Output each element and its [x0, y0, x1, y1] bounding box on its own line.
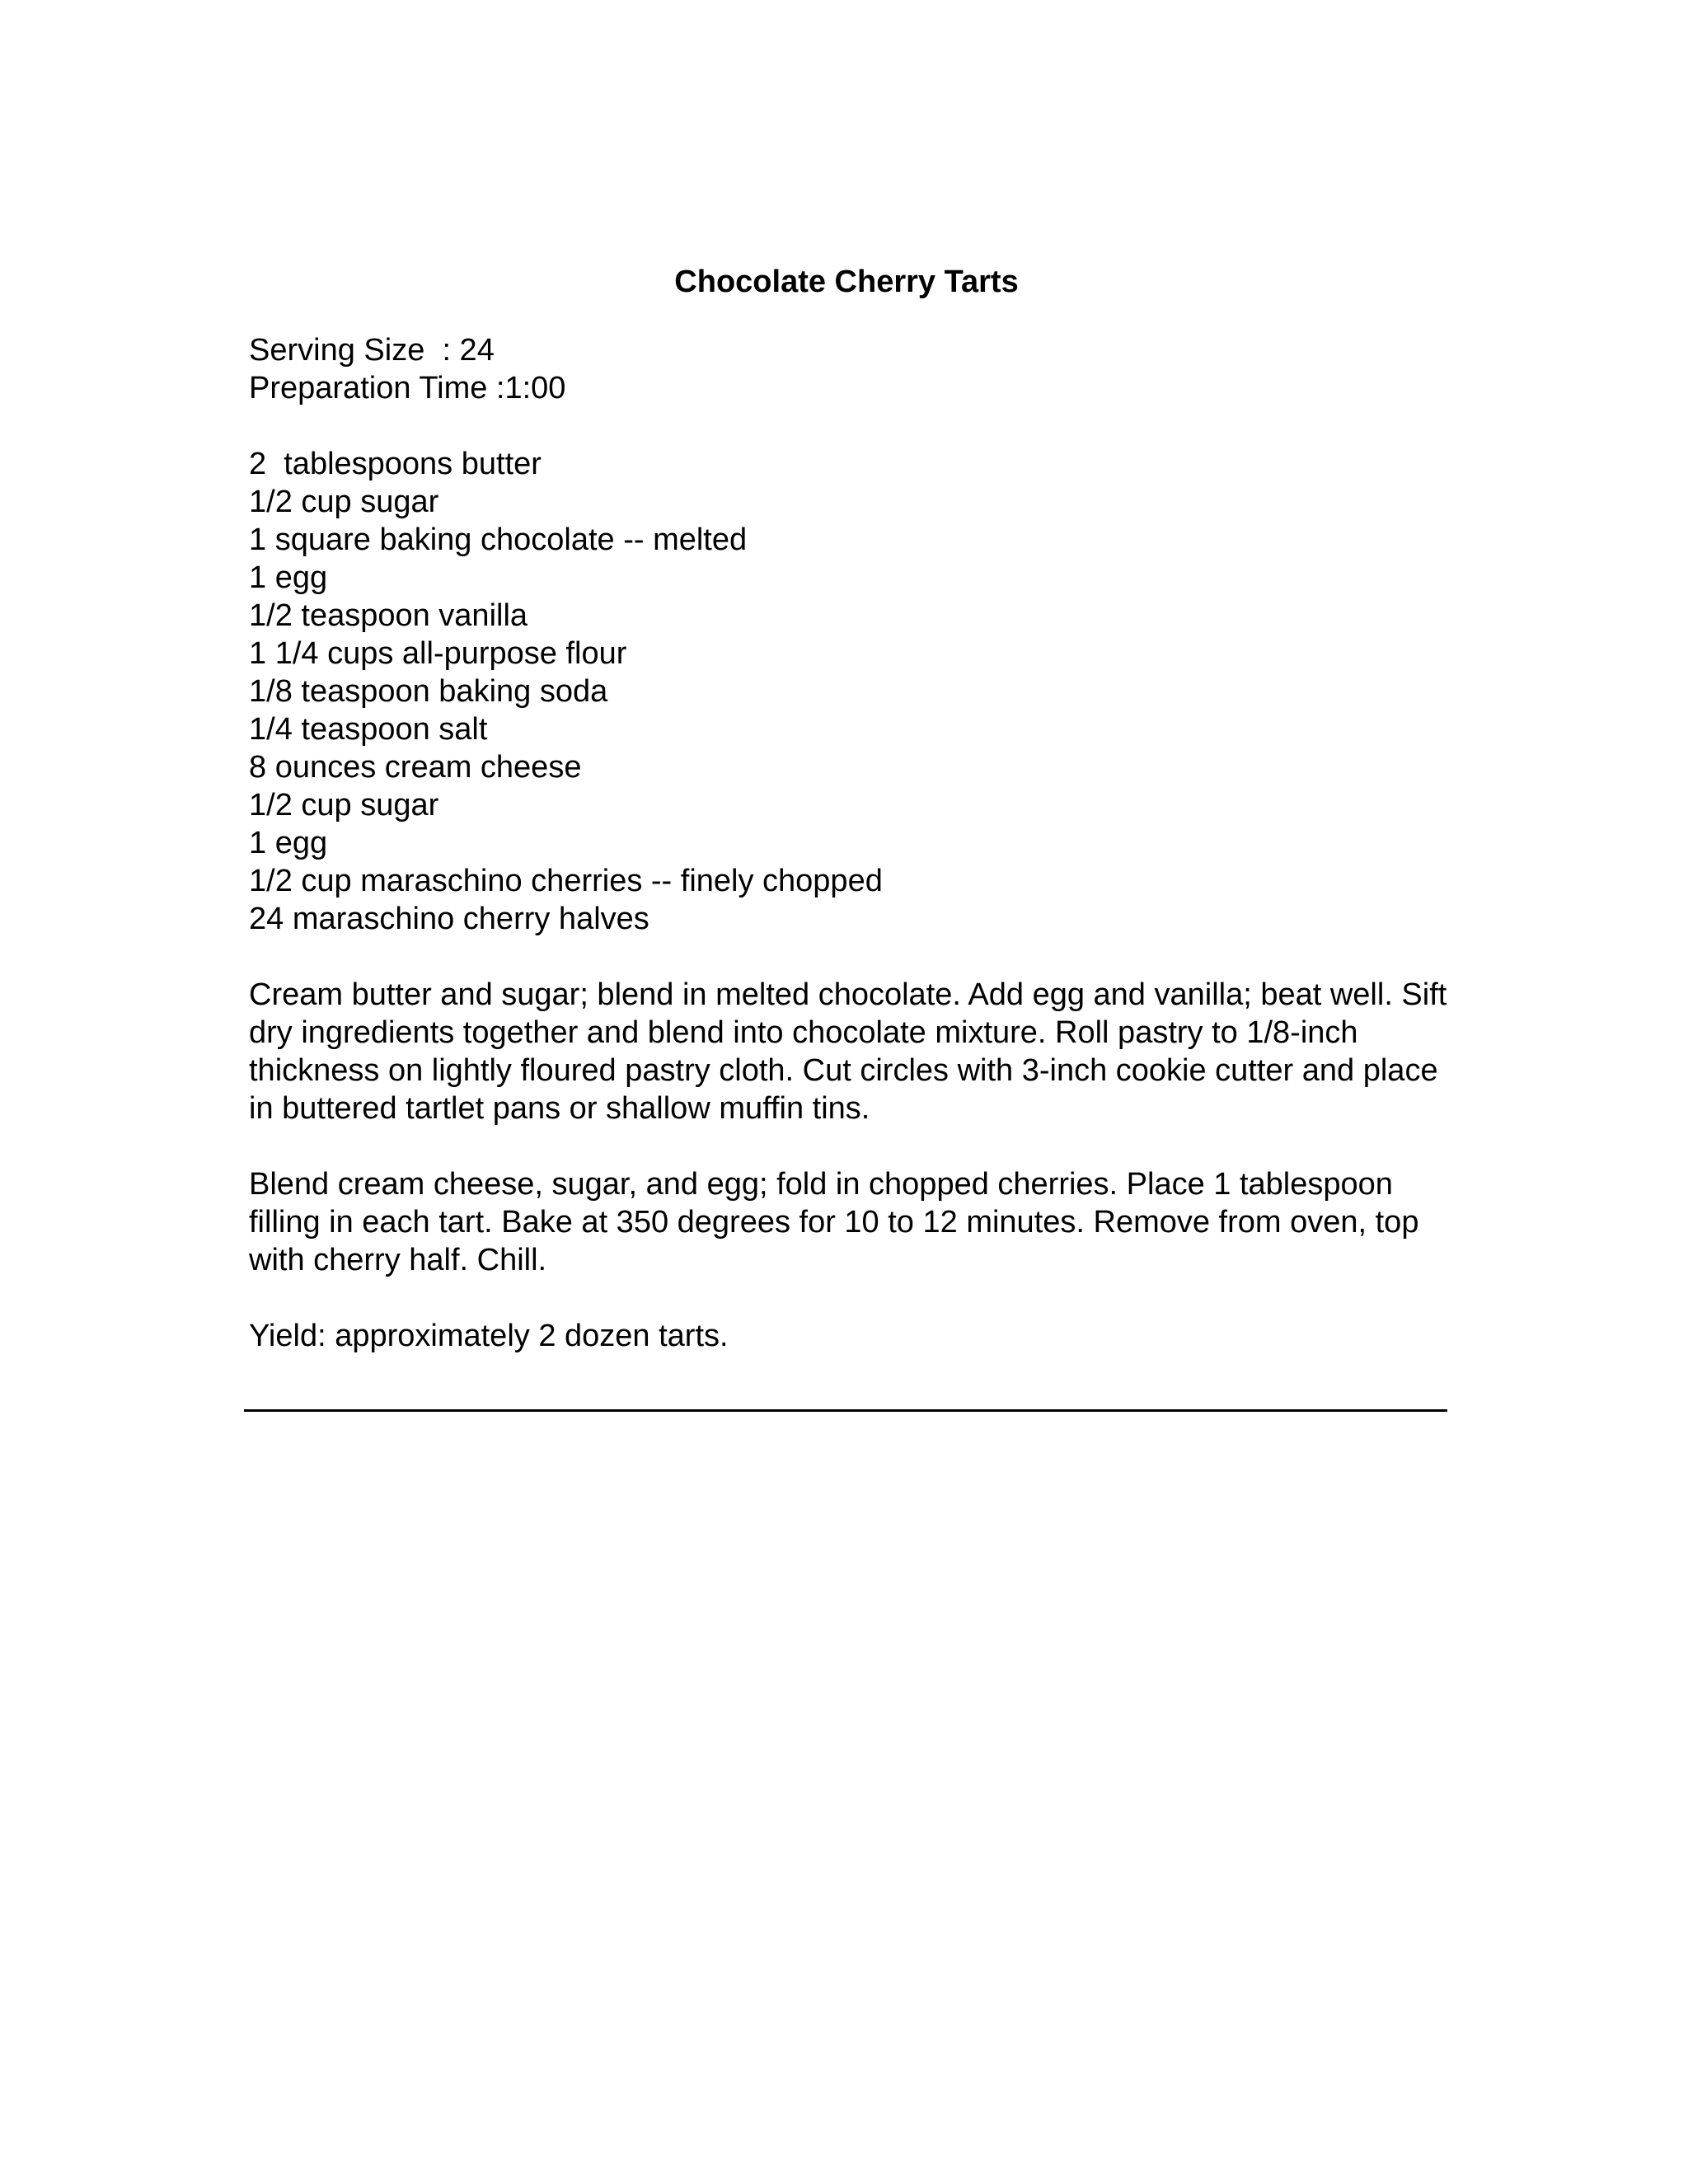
- serving-size: Serving Size : 24: [249, 333, 495, 368]
- preparation-time: Preparation Time :1:00: [249, 371, 566, 405]
- ingredient-item: 1 square baking chocolate -- melted: [249, 523, 748, 557]
- ingredient-item: 1/2 cup sugar: [249, 788, 439, 823]
- ingredient-item: 1/4 teaspoon salt: [249, 712, 488, 747]
- ingredient-item: 1/8 teaspoon baking soda: [249, 674, 608, 709]
- ingredient-item: 8 ounces cream cheese: [249, 750, 582, 785]
- ingredient-item: 1 1/4 cups all-purpose flour: [249, 636, 627, 671]
- ingredient-item: 1 egg: [249, 826, 328, 860]
- ingredient-item: 1/2 teaspoon vanilla: [249, 598, 528, 633]
- ingredient-item: 1/2 cup sugar: [249, 485, 439, 519]
- recipe-meta: [249, 331, 1452, 407]
- recipe-yield: Yield: approximately 2 dozen tarts.: [249, 1319, 729, 1353]
- recipe-title: Chocolate Cherry Tarts: [674, 265, 1019, 299]
- directions-paragraph: Cream butter and sugar; blend in melted chocolate. Add egg and vanilla; beat well. Sift dry ingredients together and blend into chocolate mixture. Roll pastry to 1/8-inch thickness on lightly floured pastry cloth. Cut circles with 3-inch cookie cutter and place in buttered tartlet pans or shallow muffin tins.: [249, 977, 1447, 1126]
- ingredient-item: 2 tablespoons butter: [249, 447, 542, 481]
- ingredient-list: [249, 445, 1452, 938]
- ingredient-item: 1/2 cup maraschino cherries -- finely chopped: [249, 864, 883, 898]
- ingredient-item: 24 maraschino cherry halves: [249, 902, 649, 936]
- recipe-content: [249, 257, 1452, 1355]
- horizontal-rule: [244, 1409, 1447, 1412]
- directions-paragraph: Blend cream cheese, sugar, and egg; fold in chopped cherries. Place 1 tablespoon filling in each tart. Bake at 350 degrees for 10 to 12 minutes. Remove from oven, top with cherry half. Chill.: [249, 1167, 1419, 1277]
- ingredient-item: 1 egg: [249, 560, 328, 595]
